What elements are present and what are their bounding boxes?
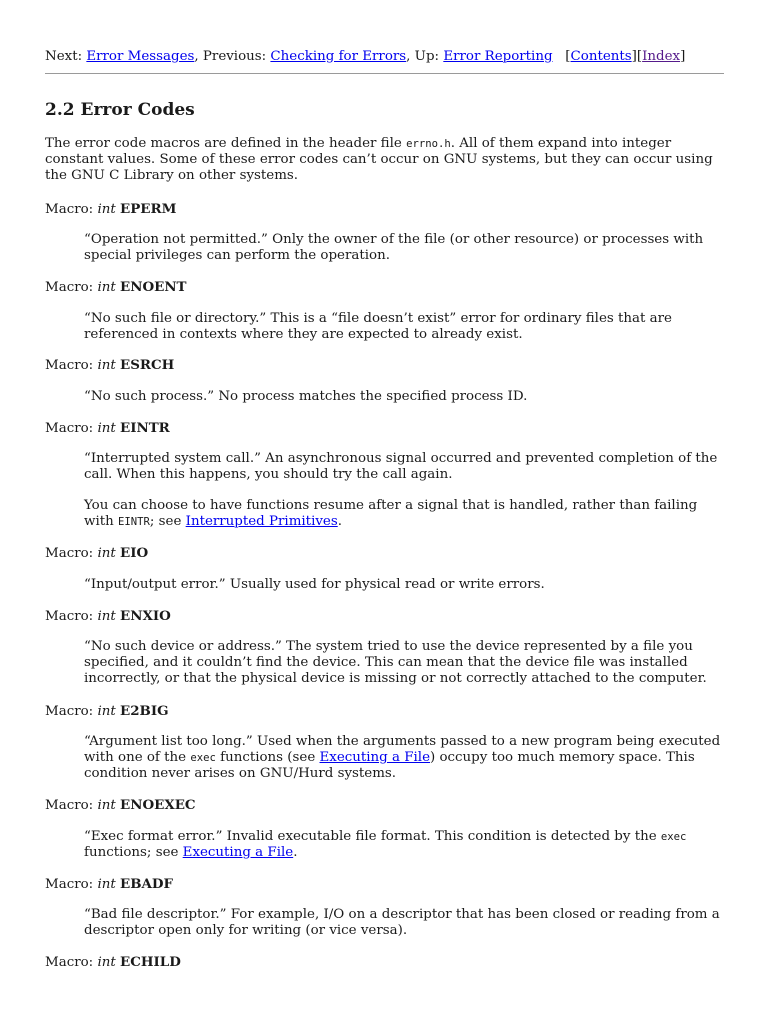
interrupted-primitives-link[interactable]: Interrupted Primitives [185,514,338,530]
macro-name: ECHILD [120,954,181,970]
macro-name: EBADF [120,876,174,892]
macro-type: int [97,877,116,892]
nav-previous-label: , Previous: [194,49,267,64]
macro-eio-description: “Input/output error.” Usually used for physical read or write errors. [84,577,545,592]
macro-kind: Macro: [45,421,94,436]
e2big-text-end: ) occupy too much memory space. This condition never arises on GNU/Hurd systems. [84,750,695,782]
macro-enxio-description: “No such device or address.” The system tried to use the device represented by a file you specified, and it couldn’t find the device. This can mean that the device file was installed incorrectly, or that the physical device is missing or not correctly attached to the computer. [84,639,707,687]
enoexec-text-end: . [293,845,298,861]
executing-a-file-link[interactable]: Executing a File [319,750,431,766]
section-title: 2.2 Error Codes [45,100,195,120]
macro-type: int [97,609,116,624]
macro-eperm-header [45,201,176,218]
macro-esrch-description: “No such process.” No process matches the specified process ID. [84,389,528,404]
e2big-text-mid: functions (see [215,750,320,766]
macro-kind: Macro: [45,280,94,295]
executing-a-file-link[interactable]: Executing a File [182,845,294,861]
eintr-note-end: . [337,514,342,530]
macro-eintr-header [45,420,170,437]
macro-type: int [97,955,116,970]
nav-next-label: Next: [45,49,83,64]
macro-kind: Macro: [45,202,94,217]
eintr-note-text: You can choose to have functions resume after a signal that is handled, rather than failing with [84,498,698,530]
macro-eperm-description: “Operation not permitted.” Only the owner of the file (or other resource) or processes with special privileges can perform the operation. [84,232,704,264]
macro-name: EIO [120,545,149,561]
macro-enoent-header [45,279,187,296]
enoexec-text-start: “Exec format error.” Invalid executable file format. This condition is detected by the [84,829,661,844]
macro-name: ENXIO [120,608,171,624]
intro-text-start: The error code macros are defined in the header file [45,136,407,151]
macro-kind: Macro: [45,798,94,813]
eintr-code: EINTR [118,516,150,529]
nav-previous-link[interactable]: Checking for Errors [270,49,407,64]
macro-type: int [97,280,116,295]
macro-name: E2BIG [120,703,169,719]
macro-e2big-description [84,734,724,783]
macro-enoent-description: “No such file or directory.” This is a “file doesn’t exist” error for ordinary files that are referenced in contexts where they are expected to already exist. [84,311,672,343]
header-separator [45,73,724,74]
macro-e2big-header [45,703,169,720]
nav-bracket-open: [ [565,49,571,64]
macro-enoexec-description [84,829,724,861]
nav-index-link[interactable]: Index [642,49,681,64]
intro-text-end: . All of them expand into integer constant values. Some of these error codes can’t occur on GNU systems, but they can occur using the GNU C Library on other systems. [45,136,713,184]
macro-eio-header [45,545,148,562]
macro-kind: Macro: [45,609,94,624]
macro-type: int [97,704,116,719]
nav-bracket-mid: ][ [631,49,643,64]
macro-type: int [97,202,116,217]
macro-enoexec-header [45,797,196,814]
macro-eintr-description: “Interrupted system call.” An asynchronous signal occurred and prevented completion of the call. When this happens, you should try the call again. [84,451,718,483]
macro-enxio-header [45,608,171,625]
nav-contents-link[interactable]: Contents [570,49,632,64]
macro-echild-header [45,954,181,971]
eintr-note-see: ; see [149,514,186,530]
macro-name: ESRCH [120,357,175,373]
macro-esrch-header [45,357,174,374]
header-file-code: errno.h [406,138,451,150]
macro-kind: Macro: [45,358,94,373]
nav-up-link[interactable]: Error Reporting [443,49,553,64]
macro-type: int [97,358,116,373]
navigation-bar [45,49,685,65]
macro-kind: Macro: [45,955,94,970]
macro-kind: Macro: [45,704,94,719]
macro-type: int [97,421,116,436]
macro-type: int [97,798,116,813]
macro-ebadf-header [45,876,173,893]
macro-name: ENOENT [120,279,187,295]
exec-code: exec [190,752,216,765]
macro-name: ENOEXEC [120,797,196,813]
nav-up-label: , Up: [406,49,440,64]
nav-next-link[interactable]: Error Messages [86,49,195,64]
macro-eintr-note [84,498,724,530]
nav-bracket-close: ] [680,49,686,64]
macro-name: EINTR [120,420,170,436]
enoexec-text-mid: functions; see [84,845,183,861]
section-intro [45,136,728,185]
macro-ebadf-description: “Bad file descriptor.” For example, I/O on a descriptor that has been closed or reading from a descriptor open only for writing (or vice versa). [84,907,720,939]
macro-type: int [97,546,116,561]
macro-kind: Macro: [45,877,94,892]
exec-code: exec [660,831,687,843]
macro-kind: Macro: [45,546,94,561]
e2big-text-start: “Argument list too long.” Used when the arguments passed to a new program being executed with one of the [84,734,721,766]
macro-name: EPERM [120,201,177,217]
